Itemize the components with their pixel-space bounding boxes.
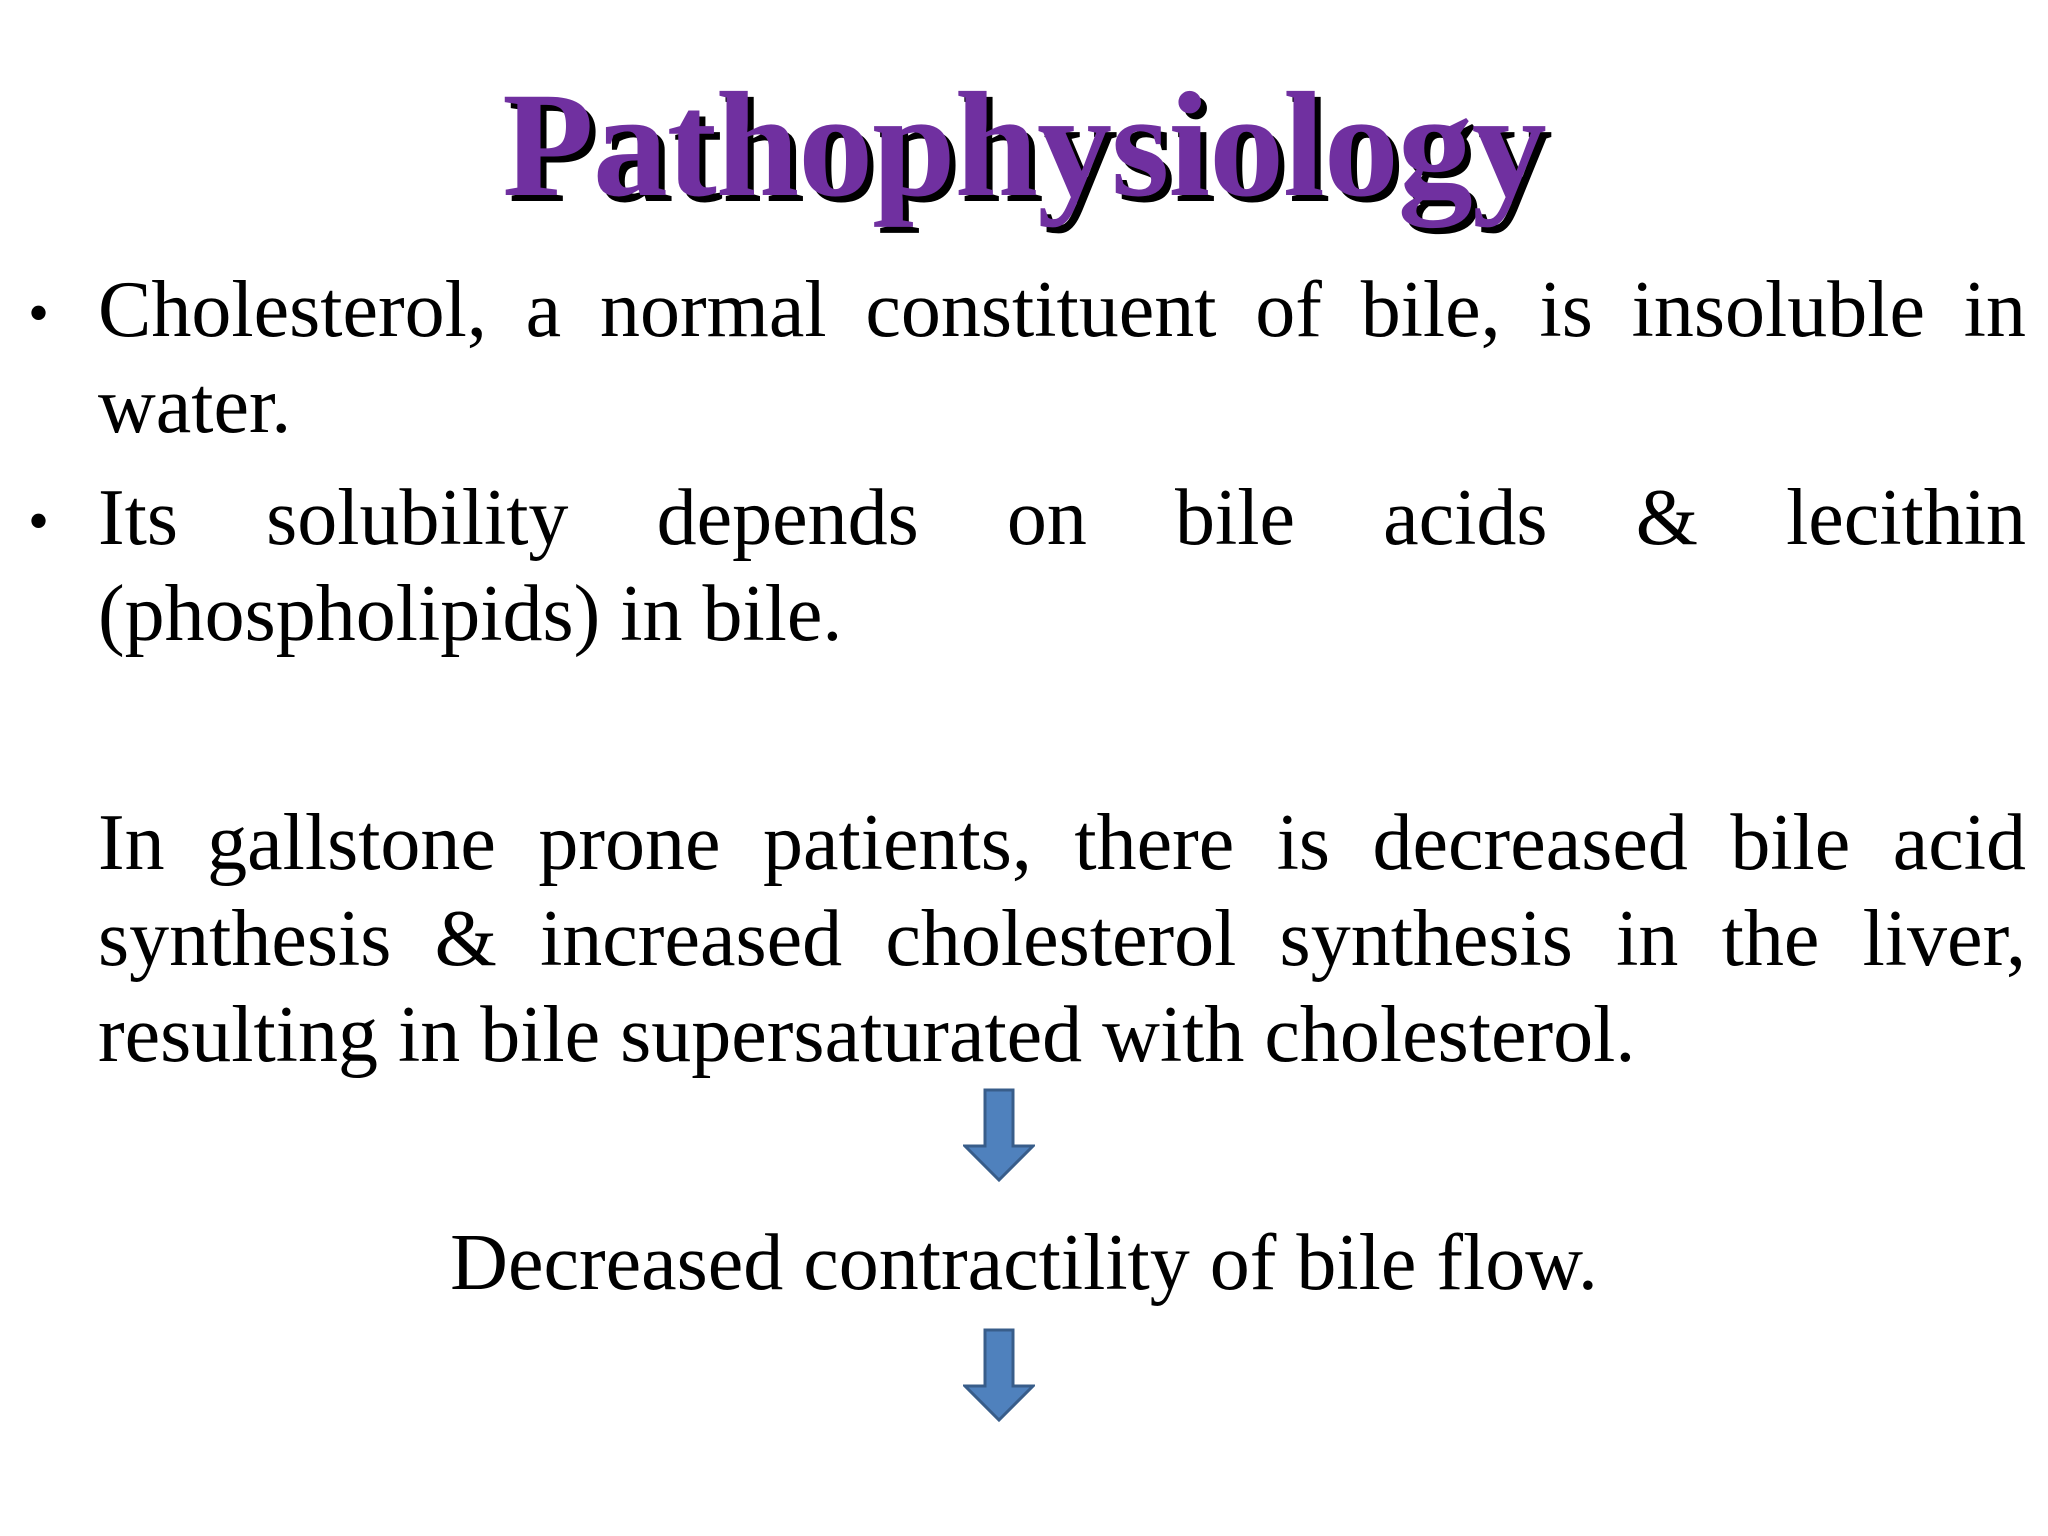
bullet-list: [0, 262, 2048, 678]
bullet-text: Cholesterol, a normal constituent of bile, is insoluble in water.: [98, 266, 2026, 450]
bullet-marker: •: [28, 280, 50, 346]
slide-title: Pathophysiology: [502, 62, 1546, 228]
bullet-item: [0, 470, 2048, 662]
down-arrow-icon: [963, 1328, 1035, 1424]
body-paragraph: In gallstone prone patients, there is decreased bile acid synthesis & increased cholesterol synthesis in the liver, resulting in bile supersaturated with cholesterol.: [98, 799, 2026, 1079]
bullet-item: [0, 262, 2048, 454]
bullet-text: Its solubility depends on bile acids & lecithin (phospholipids) in bile.: [98, 474, 2026, 658]
bullet-marker: •: [28, 488, 50, 554]
down-arrow-icon: [963, 1088, 1035, 1184]
conclusion-text: Decreased contractility of bile flow.: [450, 1219, 1598, 1307]
